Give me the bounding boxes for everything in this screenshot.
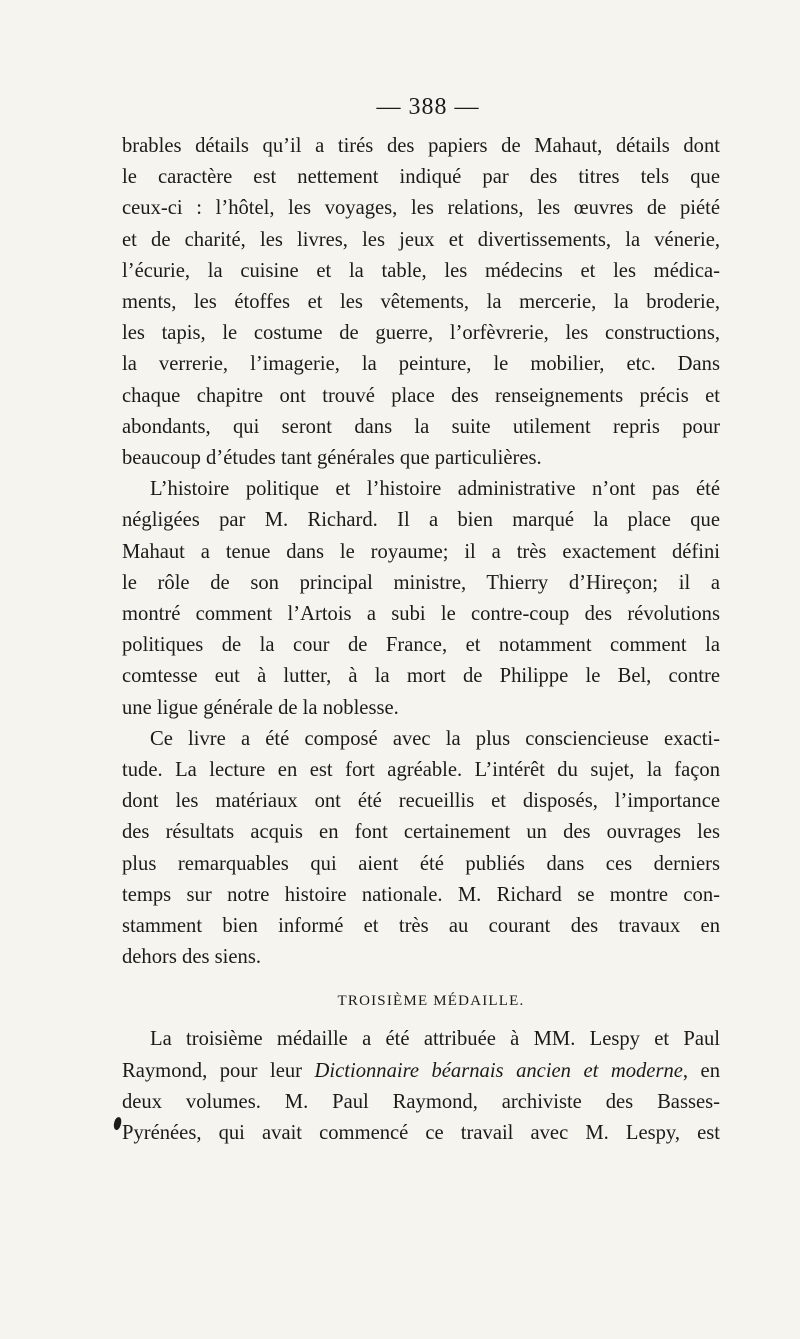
text-line: politiques de la cour de France, et notamment comment la bbox=[122, 634, 720, 657]
paragraph-political-history bbox=[122, 474, 720, 724]
paragraph-third-medal bbox=[122, 1024, 720, 1149]
text-line: brables détails qu’il a tirés des papiers de Mahaut, détails dont bbox=[122, 135, 720, 157]
text-line: deux volumes. M. Paul Raymond, archiviste des Basses- bbox=[122, 1090, 720, 1113]
text-line: dehors des siens. bbox=[122, 946, 261, 969]
text-line: temps sur notre histoire nationale. M. Richard se montre con- bbox=[122, 883, 720, 906]
text-line: Pyrénées, qui avait commencé ce travail avec M. Lespy, est bbox=[122, 1122, 720, 1145]
text-line: La troisième médaille a été attribuée à MM. Lespy et Paul bbox=[150, 1028, 720, 1051]
paragraph-household-details bbox=[122, 131, 720, 474]
text-line: et de charité, les livres, les jeux et divertissements, la vénerie, bbox=[122, 228, 720, 251]
text-fragment: Raymond, pour leur bbox=[122, 1059, 315, 1082]
section-heading: TROISIÈME MÉDAILLE. bbox=[337, 993, 525, 1010]
text-line: négligées par M. Richard. Il a bien marqué la place que bbox=[122, 509, 720, 532]
text-line: dont les matériaux ont été recueillis et disposés, l’importance bbox=[122, 790, 720, 813]
text-line: le rôle de son principal ministre, Thierry d’Hireçon; il a bbox=[122, 571, 720, 594]
text-line: Ce livre a été composé avec la plus consciencieuse exacti- bbox=[150, 727, 720, 750]
text-line: montré comment l’Artois a subi le contre-coup des révolutions bbox=[122, 603, 720, 626]
text-line: L’histoire politique et l’histoire administrative n’ont pas été bbox=[150, 478, 720, 501]
text-line: stamment bien informé et très au courant des travaux en bbox=[122, 915, 720, 938]
text-line: beaucoup d’études tant générales que particulières. bbox=[122, 447, 542, 470]
text-line: plus remarquables qui aient été publiés dans ces derniers bbox=[122, 852, 720, 875]
text-line: ceux-ci : l’hôtel, les voyages, les relations, les œuvres de piété bbox=[122, 197, 720, 220]
text-line: des résultats acquis en font certainement un des ouvrages les bbox=[122, 821, 720, 844]
text-line: abondants, qui seront dans la suite utilement repris pour bbox=[122, 415, 720, 438]
page-number: — 388 — bbox=[376, 94, 480, 120]
text-line: chaque chapitre ont trouvé place des renseignements précis et bbox=[122, 384, 720, 407]
text-line: ments, les étoffes et les vêtements, la mercerie, la broderie, bbox=[122, 291, 720, 314]
text-line: les tapis, le costume de guerre, l’orfèvrerie, les constructions, bbox=[122, 322, 720, 345]
text-fragment: , en bbox=[682, 1059, 720, 1082]
text-line: tude. La lecture en est fort agréable. L’intérêt du sujet, la façon bbox=[122, 759, 720, 782]
book-title: Dictionnaire béarnais ancien et moderne bbox=[314, 1059, 683, 1082]
text-line: Mahaut a tenue dans le royaume; il a très exactement défini bbox=[122, 540, 720, 563]
text-line: comtesse eut à lutter, à la mort de Philippe le Bel, contre bbox=[122, 665, 720, 688]
text-line: une ligue générale de la noblesse. bbox=[122, 696, 399, 719]
paragraph-book-assessment bbox=[122, 724, 720, 974]
text-line: le caractère est nettement indiqué par des titres tels que bbox=[122, 166, 720, 189]
text-line bbox=[122, 1056, 720, 1087]
text-line: l’écurie, la cuisine et la table, les médecins et les médica- bbox=[122, 259, 720, 282]
text-line: la verrerie, l’imagerie, la peinture, le mobilier, etc. Dans bbox=[122, 353, 720, 376]
